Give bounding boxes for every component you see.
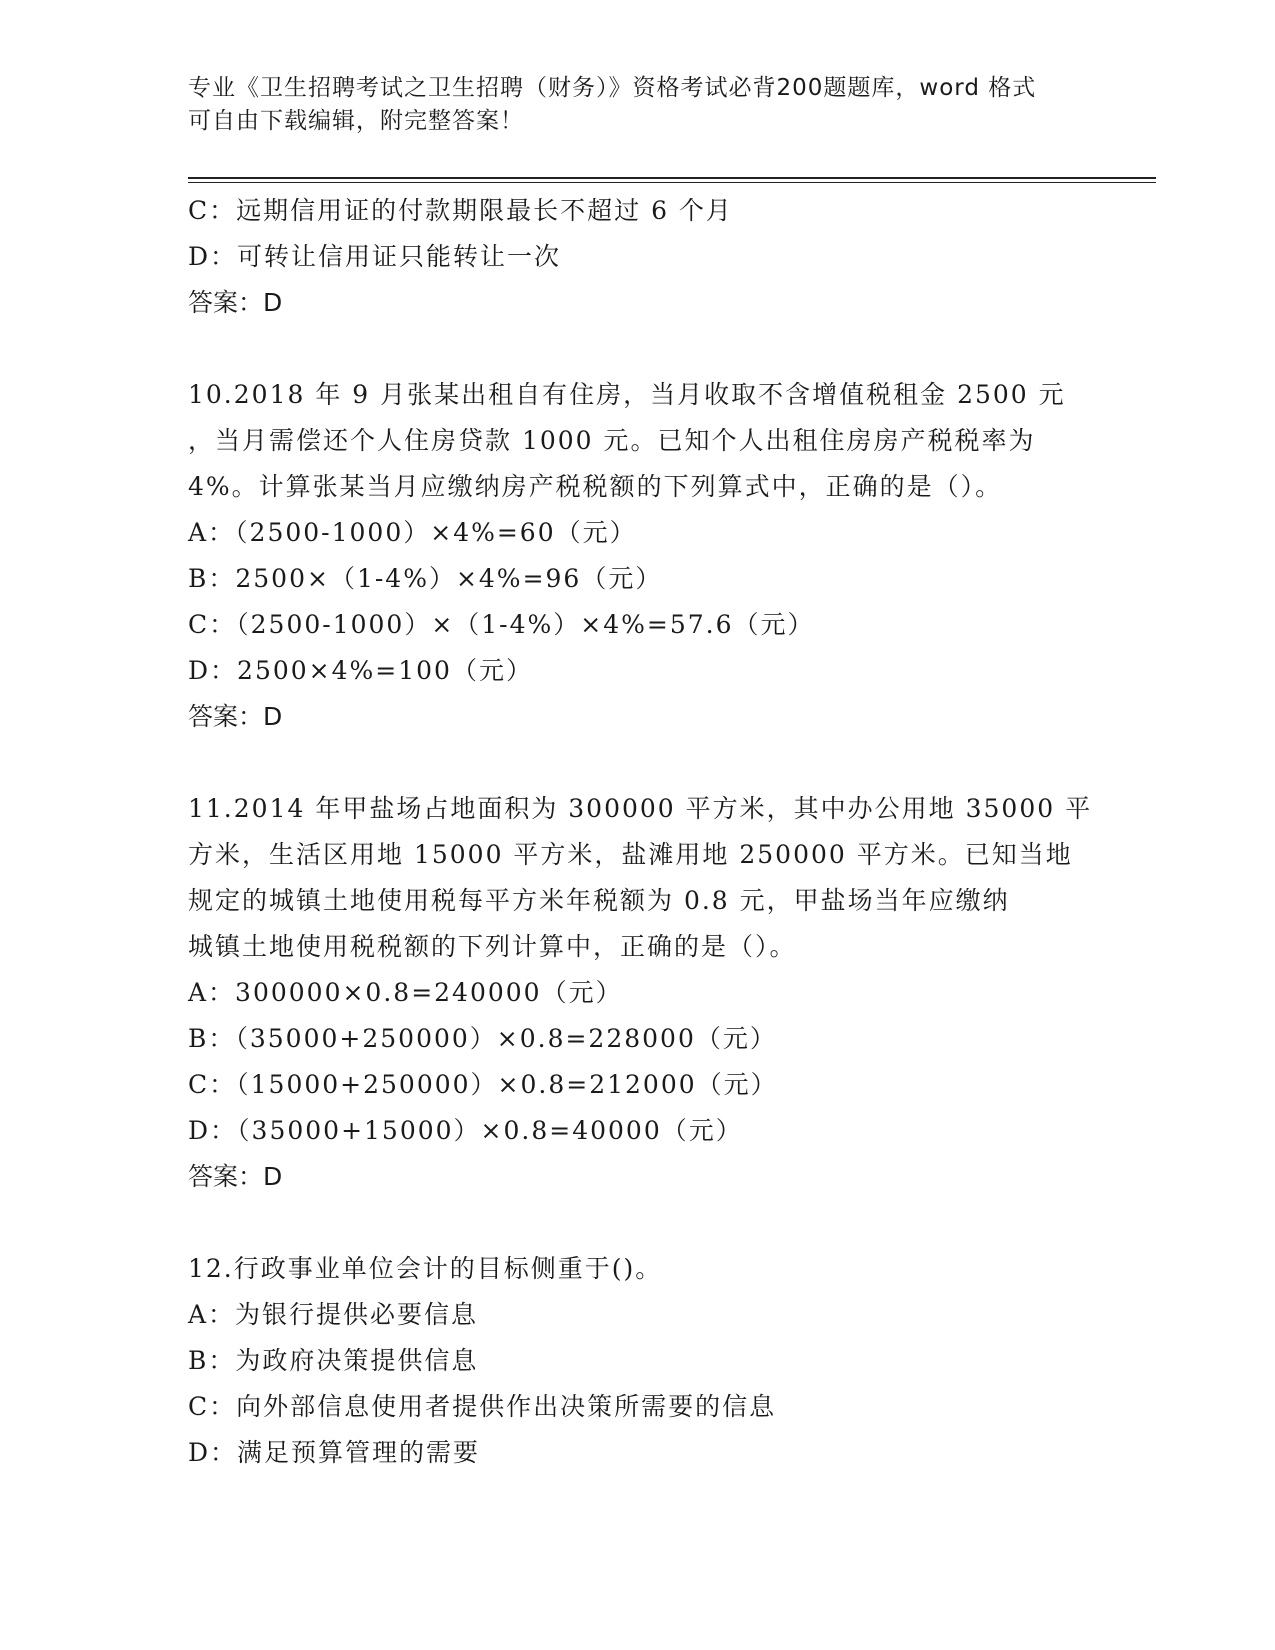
answer-line: 答案：D: [188, 702, 283, 731]
question-stem: 城镇土地使用税税额的下列计算中，正确的是（）。: [188, 932, 797, 961]
question-stem: 11.2014 年甲盐场占地面积为 300000 平方米，其中办公用地 35000 平: [188, 794, 1093, 823]
option-d: D：满足预算管理的需要: [188, 1438, 481, 1467]
question-stem: 规定的城镇土地使用税每平方米年税额为 0.8 元，甲盐场当年应缴纳: [188, 886, 1010, 915]
option-c: C：向外部信息使用者提供作出决策所需要的信息: [188, 1392, 777, 1421]
option-b: B：2500×（1-4%）×4%=96（元）: [188, 564, 663, 593]
option-c: C：（15000+250000）×0.8=212000（元）: [188, 1070, 778, 1099]
question-10: [188, 372, 1088, 740]
option-c: C：（2500-1000）×（1-4%）×4%=57.6（元）: [188, 610, 815, 639]
question-stem: ，当月需偿还个人住房贷款 1000 元。已知个人出租住房房产税税率为: [188, 426, 1036, 455]
option-d: D：2500×4%=100（元）: [188, 656, 533, 685]
option-b: B：为政府决策提供信息: [188, 1346, 479, 1375]
spacer: [188, 326, 1088, 372]
answer-line: 答案：D: [188, 1162, 283, 1191]
question-9-tail: [188, 188, 1088, 326]
question-stem: 4%。计算张某当月应缴纳房产税税额的下列算式中，正确的是（）。: [188, 472, 1003, 501]
option-a: A：为银行提供必要信息: [188, 1300, 479, 1329]
document-header: [188, 72, 1088, 138]
option-c: C：远期信用证的付款期限最长不超过 6 个月: [188, 196, 733, 225]
option-d: D：（35000+15000）×0.8=40000（元）: [188, 1116, 743, 1145]
spacer: [188, 1200, 1088, 1246]
option-b: B：（35000+250000）×0.8=228000（元）: [188, 1024, 777, 1053]
question-stem: 方米，生活区用地 15000 平方米，盐滩用地 250000 平方米。已知当地: [188, 840, 1073, 869]
option-d: D：可转让信用证只能转让一次: [188, 242, 562, 271]
header-title-line-2: 可自由下载编辑，附完整答案！: [188, 108, 524, 134]
question-11: [188, 786, 1093, 1200]
spacer: [188, 740, 1088, 786]
question-stem: 10.2018 年 9 月张某出租自有住房，当月收取不含增值税租金 2500 元: [188, 380, 1066, 409]
answer-line: 答案：D: [188, 288, 283, 317]
option-a: A：（2500-1000）×4%=60（元）: [188, 518, 637, 547]
header-title-line-1: 专业《卫生招聘考试之卫生招聘（财务）》资格考试必背200题题库，word 格式: [188, 75, 1037, 101]
option-a: A：300000×0.8=240000（元）: [188, 978, 623, 1007]
question-stem: 12.行政事业单位会计的目标侧重于()。: [188, 1254, 663, 1283]
question-12: [188, 1246, 1088, 1476]
document-body: [188, 188, 1093, 1476]
header-divider-thin: [188, 182, 1156, 183]
header-divider-thick: [188, 177, 1156, 179]
